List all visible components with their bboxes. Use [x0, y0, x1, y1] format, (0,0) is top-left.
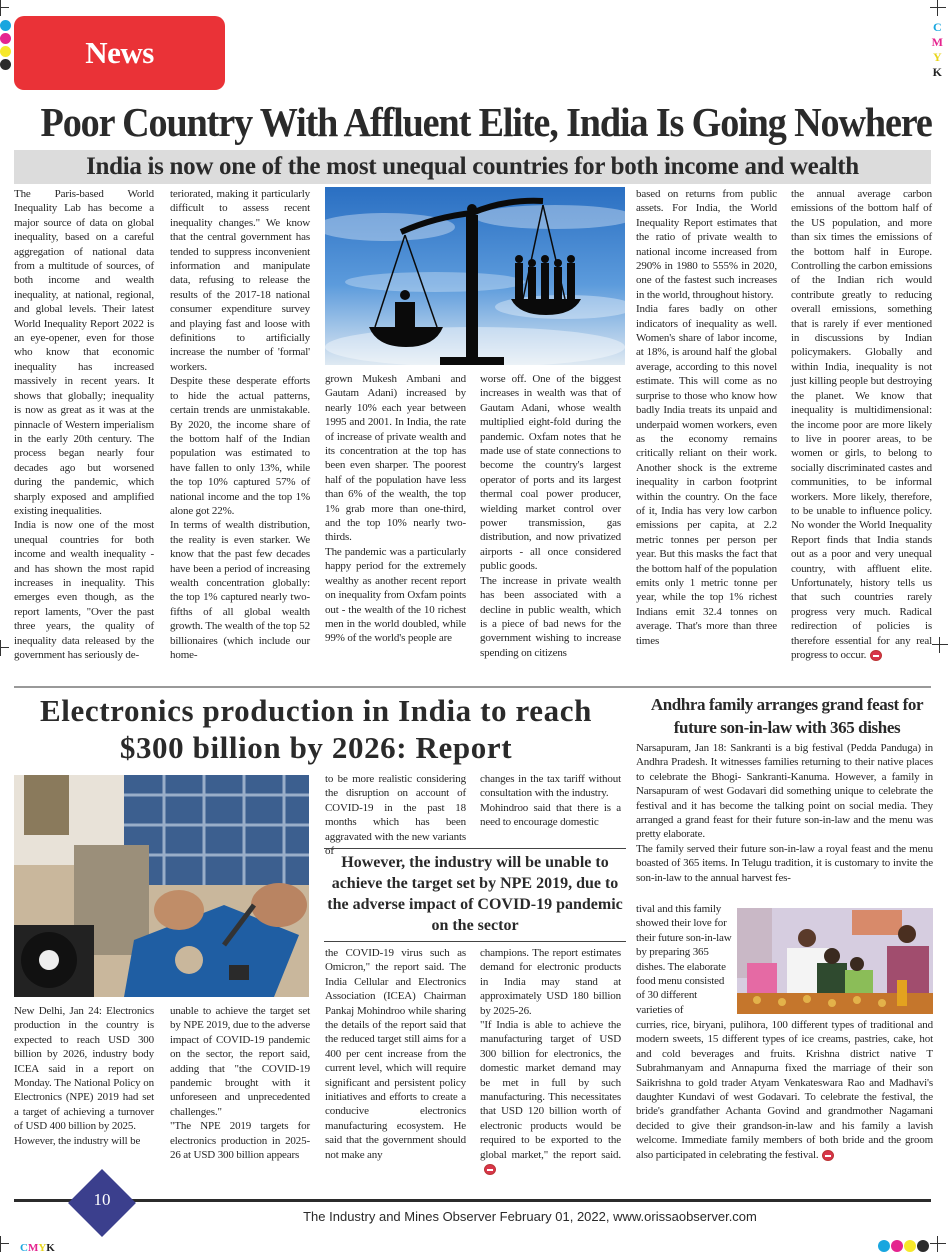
footer-rule	[14, 1199, 931, 1202]
end-of-article-icon	[822, 1150, 834, 1161]
paragraph	[791, 187, 932, 662]
article2-column-1	[14, 1004, 154, 1174]
section-tab-label: News	[85, 35, 154, 70]
paragraph: India is now one of the most unequal countries for both income and wealth inequality - and has shown the most rapid increases in inequality. This emerges even though, as the report laments, "Over the past three years, the quality of inequality data released by the government has seriously de-	[14, 519, 154, 661]
paragraph: the COVID-19 virus such as Omicron," the report said. The India Cellular and Electronics Association (ICEA) Chairman Pankaj Mohindroo while sharing the details of the report said that the reduced target still aims for a 400 per cent increase from the current level, which will require significant and persistent policy initiatives and efforts to create a conducive electronics manufacturing ecosystem. He said that the government should not make any	[325, 947, 466, 1161]
registration-mark-bottom-left	[0, 1236, 9, 1252]
circuit-board-repair-image	[14, 775, 309, 997]
registration-mark-top-right	[930, 0, 946, 16]
paragraph: In terms of wealth distribution, the reality is even starker. We know that the past few decades have been a period of increasing wealth concentration globally: the top 1% captured nearly two-fifths of all global wealth growth. The wealth of the top 52 billionaires (which include our home-	[170, 519, 310, 661]
cmyk-k: K	[46, 1242, 55, 1254]
article1-column-4	[480, 372, 621, 683]
scales-of-inequality-icon	[325, 187, 625, 365]
paragraph-text: the annual average carbon emissions of the bottom half of the US population, and more than six times the emissions of the bottom half in Europe. Controlling the carbon emissions of the Indian rich would contribute greatly to reducing overall emissions, something that is rarely if ever mentioned in discussions by Indian policymakers. Globally and within India, inequality is not just killing people but destroying the planet. We know that inequality is multidimensional: the income poor are more likely to live in poorer areas, to be women or girls, to belong to socially discriminated castes and communities, to be informal workers. More likely, therefore, to be unable to influence policy. No wonder the World Inequality Report finds that India stands out as a poor and very unequal country, with affluent elite. Unfortunately, history tells us that such countries rarely progress very much. Radical redirection of policies is therefore essential for any real progress to occur.	[791, 188, 932, 661]
black-dot	[917, 1240, 929, 1252]
color-dots-bottom	[878, 1240, 929, 1252]
paragraph-text: "If India is able to achieve the manufacturing target of USD 300 billion for electronics, the domestic market demand may be met in full by such manufacturing. This necessitates that USD 120 billion worth of electronic products would be required to be exported to the global market," the report said.	[480, 1019, 621, 1161]
paragraph	[636, 1018, 933, 1162]
paragraph: India fares badly on other indicators of inequality as well. Women's share of labor income, at 18%, is around half the global average, according to this novel estimate. This will come as no surprise to those who know how badly India treats its unpaid and underpaid women workers, even as the economy remains critically reliant on their work. Another shock is the extreme inequality in carbon footprint within the country. On the face of it, India has very low carbon emissions per capita, at 2.2 metric tonnes per person per year. But this masks the fact that the bottom half of the population emits only 1 metric tonne per year, while the top 1% richest Indians emit 32.4 tonnes on average. That's more than three times	[636, 303, 777, 647]
yellow-dot	[904, 1240, 916, 1252]
article2-column-4-bottom	[480, 946, 621, 1174]
article2-column-3-top	[325, 772, 466, 858]
article3-body-wrap	[636, 902, 732, 1017]
article1-headline: Poor Country With Affluent Elite, India Is Going Nowhere	[40, 99, 932, 145]
paragraph: The increase in private wealth has been associated with a decline in public wealth, which is a piece of bad news for the government wishing to increase spending on citizens	[480, 574, 621, 659]
article2-column-3-bottom	[325, 946, 466, 1174]
paragraph: teriorated, making it particularly difficult to assess recent inequality changes." We know that the central government has tended to suppress inconvenient information and manipulate data, refusing to release the results of the 2017-18 national consumer expenditure survey and playing fast and loose with definitions to artificially increase the number of 'formal' workers.	[170, 188, 310, 373]
paragraph: grown Mukesh Ambani and Gautam Adani) increased by nearly 10% each year between 1995 and 2001. In India, the rate of increase of private wealth and its concentration at the top has been even sharper. The poorest half of the population have less than 6% of the wealth, the top 1% grab more than one-third, and the top 10% nearly two-thirds.	[325, 373, 466, 544]
article3-body-top	[636, 741, 933, 900]
paragraph: New Delhi, Jan 24: Electronics production in the country is expected to reach USD 300 billion by 2026, industry body ICEA said in a report on Monday. The National Policy on Electronics (NPE) 2019 had set a target of achieving a turnover of USD 400 billion by 2025.	[14, 1005, 154, 1133]
paragraph: The pandemic was a particularly happy period for the extremely wealthy as another recent report on inequality from Oxfam points out - the wealth of the 10 richest men in the world doubled, while 99% of the world's people are	[325, 545, 466, 645]
footer-publication-line: The Industry and Mines Observer February 01, 2022, www.orissaobserver.com	[303, 1209, 757, 1224]
magenta-dot	[0, 33, 11, 44]
magenta-dot	[891, 1240, 903, 1252]
paragraph: The Paris-based World Inequality Lab has become a major source of data on global inequality, based on a careful aggregation of national data from a multitude of sources, of both income and wealth inequality, at national, regional, and global levels. Their latest World Inequality Report 2022 is an eye-opener, even for those who know that economic inequality has increased massively in recent years. It shows that globally; inequality is now as great as it was at the pinnacle of Western imperialism in the early 20th century. The process began nearly four decades ago but worsened during the pandemic, which sharply exposed and amplified existing inequalities.	[14, 188, 154, 517]
article3-headline: Andhra family arranges grand feast for future son-in-law with 365 dishes	[650, 695, 924, 737]
article2-column-2	[170, 1004, 310, 1174]
end-of-article-icon	[484, 1164, 496, 1175]
article1-column-1	[14, 187, 154, 683]
black-dot	[0, 59, 11, 70]
cyan-dot	[0, 20, 11, 31]
article1-column-2	[170, 187, 310, 683]
article2-headline: Electronics production in India to reach $300 billion by 2026: Report	[40, 693, 592, 765]
paragraph: tival and this family showed their love for their future son-in-law by preparing 365 dishes. The elaborate food menu consisted of 30 different varieties of	[636, 903, 732, 1016]
article1-bottom-divider	[14, 686, 931, 688]
color-dots-left	[0, 20, 11, 70]
paragraph: changes in the tax tariff without consultation with the industry.	[480, 773, 621, 800]
registration-mark-mid-right	[932, 637, 948, 653]
page-number: 10	[93, 1190, 111, 1209]
end-of-article-icon	[870, 650, 882, 661]
article1-column-6	[791, 187, 932, 683]
cmyk-y: Y	[933, 50, 942, 64]
paragraph	[480, 1018, 621, 1176]
article2-pullquote: However, the industry will be unable to achieve the target set by NPE 2019, due to the adverse impact of COVID-19 pandemic on the sector	[324, 848, 626, 942]
paragraph: to be more realistic considering the disruption on account of COVID-19 in the past 18 months which has been aggravated with the new variants of	[325, 773, 466, 858]
paragraph: However, the industry will be	[14, 1134, 141, 1147]
circuit-board-repair-icon	[14, 775, 309, 997]
article1-subheadline: India is now one of the most unequal countries for both income and wealth	[14, 150, 931, 184]
registration-mark-mid-left	[0, 640, 9, 656]
article1-column-3	[325, 372, 466, 683]
paragraph: unable to achieve the target set by NPE 2019, due to the adverse impact of COVID-19 pandemic on the sector, the report said, adding that "the COVID-19 pandemic brought with it unforeseen and unprecedented challenges."	[170, 1005, 310, 1118]
cmyk-y: Y	[38, 1242, 47, 1254]
section-tab-news	[14, 16, 225, 90]
registration-mark-top-left	[0, 0, 9, 16]
family-feast-image	[737, 908, 933, 1014]
paragraph: champions. The report estimates demand for electronic products in India may stand at approximately USD 180 billion by 2025-26.	[480, 947, 621, 1017]
cmyk-label-right	[932, 20, 943, 80]
paragraph: "The NPE 2019 targets for electronics production in 2025-26 at USD 300 billion appears	[170, 1120, 310, 1162]
paragraph: worse off. One of the biggest increases in wealth was that of Gautam Adani, whose wealth multiplied eight-fold during the pandemic. Oxfam notes that he made use of state connections to become the country's largest operator of ports and its largest thermal coal power producer, wielding market control over power transmission, gas distribution, and now privatized airports - all once considered public goods.	[480, 373, 621, 573]
cmyk-k: K	[932, 65, 942, 79]
paragraph: based on returns from public assets. For India, the World Inequality Report estimates that the ratio of private wealth to national income increased from 290% in 1980 to 555% in 2020, one of the fastest such increases in the world, throughout history.	[636, 188, 777, 301]
family-feast-photo-icon	[737, 908, 933, 1014]
cmyk-label-bottom	[20, 1242, 55, 1254]
paragraph: Narsapuram, Jan 18: Sankranti is a big festival (Pedda Panduga) in Andhra Pradesh. It witnesses families returning to their native places to celebrate the Bhogi- Sankranti-Kanuma. However, a family in Narsapuram of west Godavari did something unique to celebrate the festival and it has become the talking point on social media. They arranged a grand feast for their future son-in-law and the menu was pretty elaborate.	[636, 742, 933, 841]
article3-body-bottom	[636, 1018, 933, 1174]
article1-column-5	[636, 187, 777, 683]
article2-column-4-top	[480, 772, 621, 846]
paragraph: Mohindroo said that there is a need to encourage domestic	[480, 801, 621, 829]
yellow-dot	[0, 46, 11, 57]
cmyk-c: C	[933, 20, 942, 34]
cmyk-m: M	[931, 35, 943, 49]
cmyk-c: C	[20, 1242, 28, 1254]
paragraph: Despite these desperate efforts to hide the actual patterns, certain trends are unmistakable. By 2020, the income share of the bottom half of the Indian population was estimated to have fallen to only 13%, while the top 10% captured 57% of national income and the top 1% alone got 22%.	[170, 375, 310, 517]
paragraph: The family served their future son-in-law a royal feast and the menu boasted of 365 items. In Telugu tradition, it is customary to invite the son-in-law to the annual harvest fes-	[636, 842, 933, 884]
paragraph-text: curries, rice, biryani, pulihora, 100 different types of traditional and modern sweets, 15 different types of ice creams, pastries, cake, hot and cold beverages and fruits. Krishna district native T Subrahmanyam and Annapurna fixed the marriage of their son Saikrishna to gold trader Atyam Venkateswara Rao and Madhavi's daughter Kundavi of west Godavari. To celebrate the festival, the bride's grandfather Achanta Govind and grandmother Nagamani decided to give their grandson-in-law and his family a lavish welcome. Immediate family members of both bride and the groom also participated in celebrating the festival.	[636, 1019, 933, 1161]
cmyk-m: M	[27, 1242, 39, 1254]
cyan-dot	[878, 1240, 890, 1252]
registration-mark-bottom-right	[930, 1236, 946, 1252]
scales-of-inequality-image	[325, 187, 625, 365]
